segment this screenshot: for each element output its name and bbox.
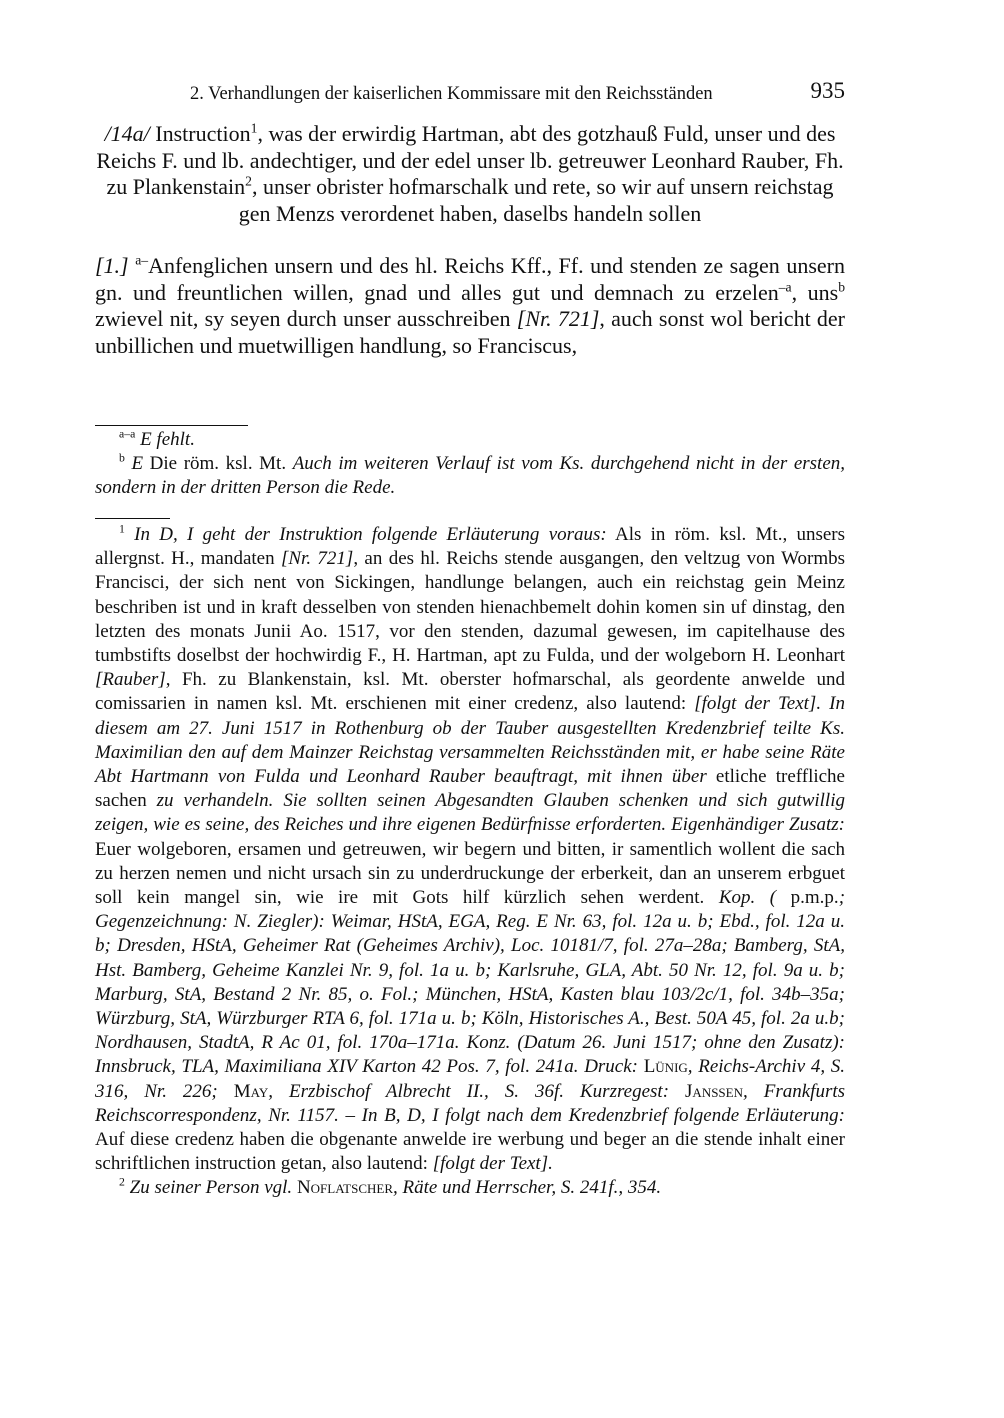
- text-run: Als in röm. ksl. Mt., unsers allergnst. H., mandaten: [95, 524, 846, 570]
- author-name: May: [233, 1080, 269, 1102]
- text-run: , Fh. zu Blankenstain, ksl. Mt. oberster hofmarschal, als geordente anwelde und comissarien in namen ksl. Mt. erschienen mit einer credenz, also lautend:: [95, 669, 845, 715]
- author-name: Janssen: [685, 1080, 743, 1102]
- note-marker: a–a: [119, 427, 136, 441]
- main-text-paragraph: [95, 253, 845, 359]
- text-run: , an des hl. Reichs stende ausgangen, den veltzug von Wormbs Francisci, der sich nent von Sickingen, handlunge belangen, auch ein reichstag gein Meinz beschriben ist und in kraft desselben von stenden hienachbemelt dohin komen sin uf dinstag, den letzten des monats Junii Ao. 1517, vor den stenden, dazumal gewesen, im capitelhause des tumbstifts doselbst der hochwirdig F., H. Hartman, apt zu Fulda, und der wolgeborn H. Leonhart: [95, 548, 845, 667]
- text-run: Auf diese credenz haben die obgenante anwelde ire werbung und beger an die stende inhalt einer schriftlichen instruction getan, also lautend:: [95, 1129, 845, 1175]
- page-header: [95, 78, 845, 108]
- text-run: [folgt der Text]. In diesem am 27. Juni 1517 in Rothenburg ob der Tauber ausgestellten Kredenzbrief teilte Ks. Maximilian den auf dem Mainzer Reichstag versammelten Reichsständen mit, er habe seine Räte Abt Hartmann von Fulda und Leonhard Rauber beauftragt, mit ihnen über: [95, 693, 845, 788]
- page-number: 935: [810, 78, 845, 103]
- text-run: , Erzbischof Albrecht II., S. 36f. Kurzregest:: [268, 1080, 670, 1102]
- text-run: p.m.p.: [776, 887, 839, 909]
- text-run: zwievel nit, sy seyen durch unser ausschreiben: [95, 306, 517, 331]
- text-run: Euer wolgeboren, ersamen und getreuwen, wir begern und bitten, ir samentlich wollent die sach zu herzen nemen und nicht ursach sin zu underdruckunge der erberkeit, dan an unserem erbguet soll kein mangel sin, wie ire mit Gots hilf kürzlich sehen werdent.: [95, 838, 845, 909]
- text-run: [Nr. 721]: [516, 306, 600, 331]
- text-run: etliche treffliche sachen: [95, 766, 845, 812]
- text-run: , Frankfurts Reichscorrespondenz, Nr. 1157. – In B, D, I folgt nach dem Kredenzbrief folgende Erläuterung:: [95, 1080, 846, 1126]
- footnotes: [95, 523, 845, 1201]
- text-run: ; Gegenzeichnung: N. Ziegler): Weimar, HStA, EGA, Reg. E Nr. 63, fol. 12a u. b; Ebd., fol. 12a u. b; Dresden, HStA, Geheimer Rat (Geheimes Archiv), Loc. 10181/7, fol. 27a–28a; Bamberg, StA, Hst. Bamberg, Geheime Kanzlei Nr. 9, fol. 1a u. b; Karlsruhe, GLA, Abt. 50 Nr. 12, fol. 9a u. b; Marburg, StA, Bestand 2 Nr. 85, o. Fol.; München, HStA, Kasten blau 103/2c/1, fol. 34b–35a; Würzburg, StA, Würzburger RTA 6, fol. 171a u. b; Köln, Historisches A., Best. 50A 45, fol. 2a u.b; Nordhausen, StadtA, R Ac 01, fol. 170a–171a. Konz. (Datum 26. Juni 1517; ohne den Zusatz): Innsbruck, TLA, Maximiliana XIV Karton 42 Pos. 7, fol. 241a. Druck:: [95, 887, 846, 1078]
- textual-note-b: [95, 452, 845, 500]
- text-run: /14a/: [104, 121, 150, 146]
- text-run: [folgt der Text].: [432, 1153, 553, 1175]
- document-title: [95, 121, 845, 227]
- text-run: [Nr. 721]: [280, 548, 354, 570]
- note-marker: a–: [135, 252, 149, 268]
- note-marker: b: [838, 279, 845, 295]
- note-marker: –a: [778, 279, 792, 295]
- note-marker: b: [119, 451, 125, 465]
- textual-note-a: [95, 428, 845, 452]
- text-run: E fehlt.: [140, 429, 195, 450]
- author-name: Noflatscher: [296, 1177, 394, 1199]
- note-marker: 2: [119, 1176, 125, 1190]
- text-run: Auch im weiteren Verlauf ist vom Ks. durchgehend nicht in der ersten, sondern in der dritten Person die Rede.: [95, 453, 846, 499]
- text-run: [125, 524, 134, 545]
- note-marker: 1: [250, 120, 258, 136]
- textual-notes-divider: [95, 425, 248, 426]
- note-marker: 2: [245, 173, 252, 189]
- text-run: In D, I geht der Instruktion folgende Erläuterung voraus:: [134, 524, 607, 545]
- text-run: Instruction: [149, 121, 251, 146]
- footnote-2: [95, 1176, 845, 1200]
- textual-notes: [95, 428, 845, 501]
- text-run: E: [131, 453, 144, 475]
- text-run: zu verhandeln. Sie sollten seinen Abgesandten Glauben schenken und sich gutwillig zeigen, wie es seine, des Reiches und ihre eigenen Bedürfnisse erforderten. Eigenhändiger Zusatz:: [95, 790, 845, 836]
- text-run: , was der erwirdig Hartman, abt des gotzhauß Fuld, unser und des Reichs F. und lb. andechtiger, und der edel unser lb. getreuwer Leonhard Rauber, Fh. zu Plankenstain: [96, 121, 844, 199]
- text-run: [Rauber]: [95, 669, 166, 691]
- text-run: Zu seiner Person vgl.: [129, 1177, 293, 1199]
- footnotes-divider: [95, 518, 170, 519]
- text-run: , Reichs-Archiv 4, S. 316, Nr. 226;: [95, 1056, 845, 1102]
- text-run: , auch sonst wol bericht der unbillichen und muetwilligen handlung, so Franciscus,: [95, 306, 846, 358]
- author-name: Lünig: [643, 1056, 688, 1078]
- text-run: , Räte und Herrscher, S. 241f., 354.: [393, 1177, 662, 1199]
- text-run: Die röm. ksl. Mt.: [143, 453, 293, 475]
- text-run: [218, 1081, 234, 1102]
- note-marker: 1: [119, 522, 125, 536]
- text-run: , unser obrister hofmarschalk und rete, so wir auf unsern reichstag gen Menzs verordenet haben, daselbs handeln sollen: [238, 174, 834, 226]
- text-run: Kop. (: [718, 887, 777, 909]
- text-run: , uns: [791, 279, 839, 305]
- running-title: 2. Verhandlungen der kaiserlichen Kommissare mit den Reichsständen: [190, 84, 713, 104]
- text-run: Anfenglichen unsern und des hl. Reichs Kff., Ff. und stenden ze sagen unsern gn. und freuntlichen willen, gnad und alles gut und demnach zu erzelen: [95, 253, 845, 305]
- footnote-1: [95, 523, 845, 1176]
- text-run: [669, 1081, 685, 1102]
- text-run: [1.]: [95, 253, 129, 278]
